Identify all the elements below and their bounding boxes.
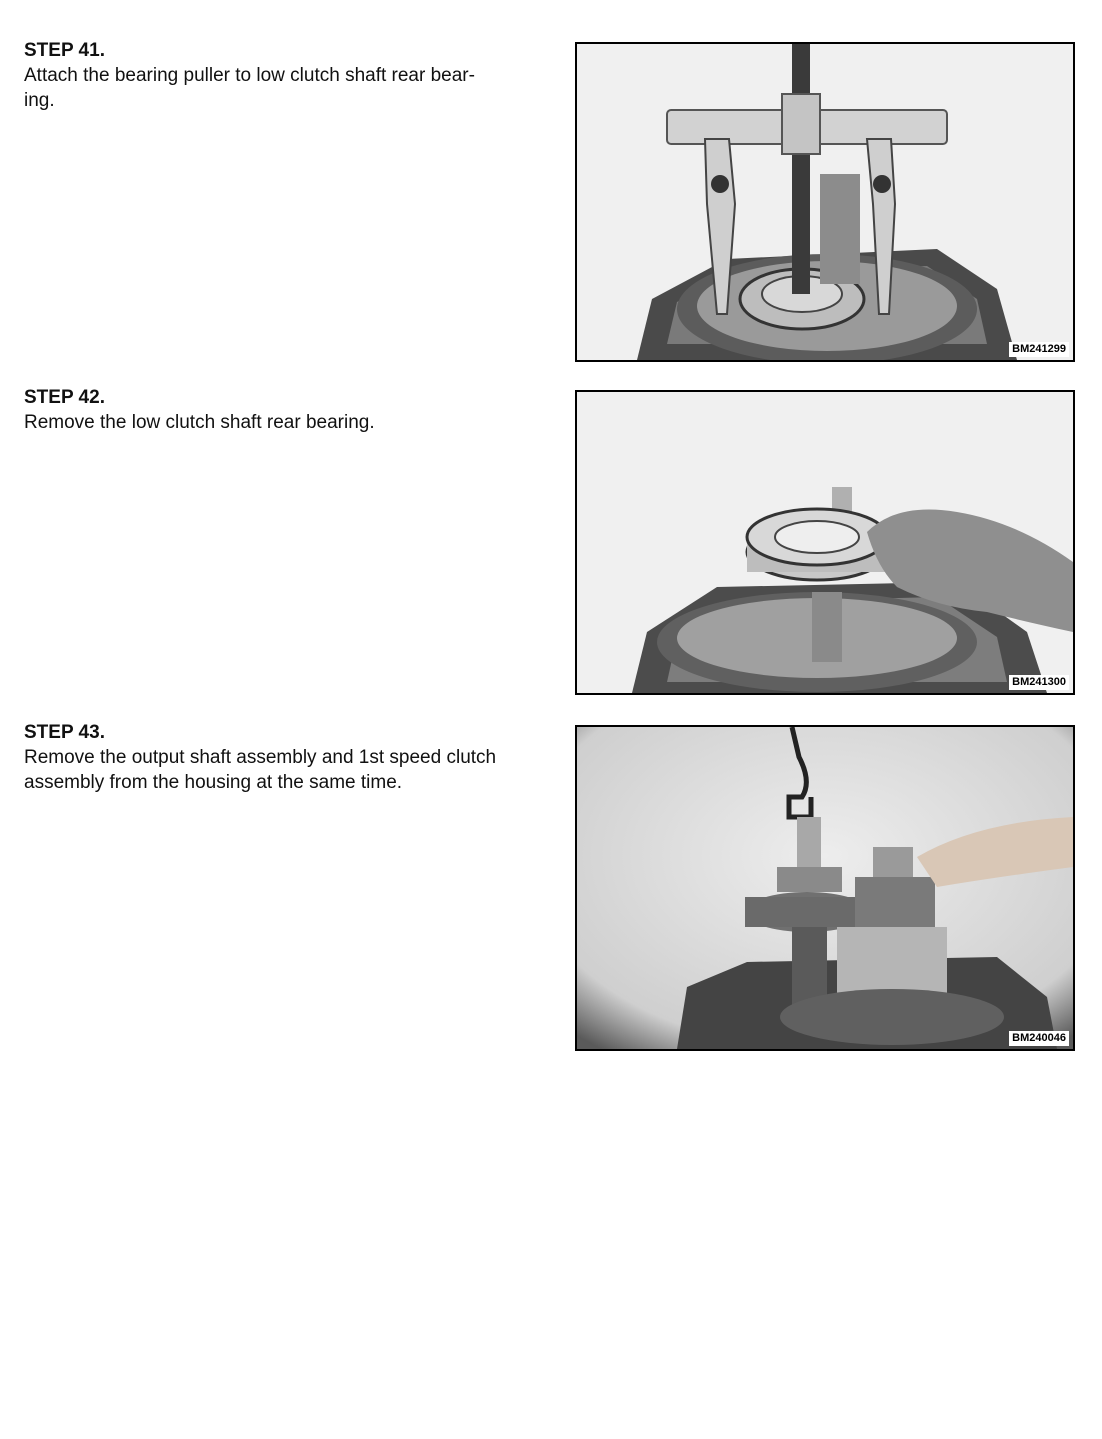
figure-id-label: BM241300 [1009, 675, 1069, 690]
step-instruction: Remove the low clutch shaft rear bearing. [24, 412, 375, 433]
step-43 [24, 720, 530, 795]
step-42 [24, 385, 530, 435]
step-title: STEP 42. [24, 387, 105, 408]
step-title: STEP 43. [24, 722, 105, 743]
bearing-removal-illustration [577, 392, 1073, 693]
step-43-photo [575, 725, 1075, 1051]
step-42-photo [575, 390, 1075, 695]
figure-id-label: BM240046 [1009, 1031, 1069, 1046]
step-41-photo [575, 42, 1075, 362]
output-shaft-removal-illustration [577, 727, 1073, 1049]
step-41 [24, 38, 530, 113]
figure-id-label: BM241299 [1009, 342, 1069, 357]
step-instruction: Attach the bearing puller to low clutch shaft rear bear- ing. [24, 65, 475, 111]
step-instruction: Remove the output shaft assembly and 1st speed clutch assembly from the housing at the same time. [24, 747, 497, 793]
bearing-puller-illustration [577, 44, 1073, 360]
step-title: STEP 41. [24, 40, 105, 61]
